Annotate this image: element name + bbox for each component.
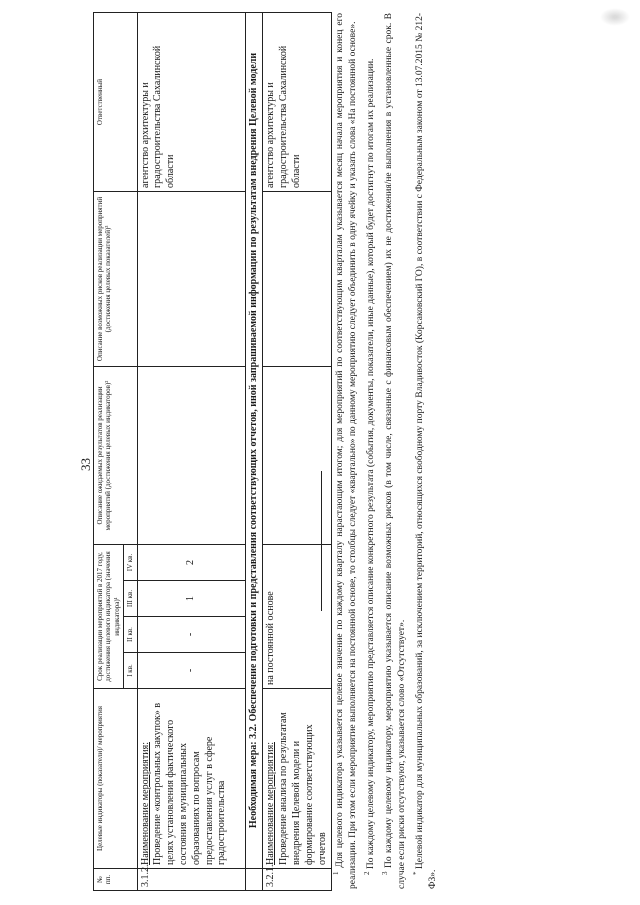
- header-q4: IV кв.: [124, 545, 137, 581]
- header-results: Описание ожидаемых результатов реализации мероприятий (достижения целевых индикаторов)²: [94, 367, 138, 545]
- activity-title: Наименование мероприятия:: [139, 742, 151, 865]
- header-indicator: Целевые индикаторы (показатели)/ мероприятия: [94, 689, 138, 869]
- row-q4: 2: [137, 545, 245, 581]
- header-term: Срок реализации мероприятий в 2017 году, достижения целевого индикатора (значения индикатора)¹: [94, 545, 124, 689]
- activity-title: Наименование мероприятия:: [265, 742, 277, 865]
- row-risks: [137, 192, 245, 367]
- row-activity: [137, 689, 245, 869]
- header-q1: I кв.: [124, 653, 137, 689]
- section-title: Необходимая мера: 3.2. Обеспечение подготовки и представления соответствующих отчетов, иной запрашиваемой информации по результатам внедрения Целевой модели: [245, 13, 263, 869]
- row-responsible: агентство архитектуры и градостроительства Сахалинской области: [137, 13, 245, 192]
- header-responsible: Ответственный: [94, 13, 138, 192]
- row-q3: 1: [137, 581, 245, 617]
- row-q2: -: [137, 617, 245, 653]
- row-activity: [263, 689, 332, 869]
- page-number: 33: [78, 458, 93, 471]
- row-term: на постоянной основе: [263, 545, 332, 689]
- row-results: [137, 367, 245, 545]
- header-risks: Описание возможных рисков реализации мероприятий (достижения целевых показателей)³: [94, 192, 138, 367]
- header-q2: II кв.: [124, 617, 137, 653]
- footnote-2: $^2$ По каждому целевому индикатору, мероприятию представляется описание конкретного результата (события, документы, показатели, иные данные), который будет достигнут по итогам их реализации.: [362, 58, 376, 875]
- section-row: [245, 13, 263, 891]
- header-q3: III кв.: [124, 581, 137, 617]
- activity-text: Проведение «контрольных закупок» в целях установления фактического состояния в муниципальных образованиях по вопросам предоставления услуг в сфере градостроительства: [152, 702, 228, 865]
- row-num: 3.1.2.: [137, 869, 245, 891]
- row-risks: [263, 192, 332, 367]
- footnote-1: $^1$ Для целевого индикатора указывается целевое значение по каждому кварталу нарастающим итогом; для мероприятий по соответствующим кварталам указывается месяц начала мероприятия и конец его реализации. При этом если мероприятие выполняется на постоянной основе, то столбцы следует «квартально» по данному мероприятию следует объединить в одну ячейку и указать слова «На постоянной основе».: [332, 12, 358, 889]
- row-q1: -: [137, 653, 245, 689]
- table-row: [263, 13, 332, 891]
- activity-text: Проведение анализа по результатам внедрения Целевой модели и формирование соответствующих отчетов: [278, 712, 328, 865]
- activities-table: [93, 12, 332, 891]
- footnote-4: * Целевой индикатор для муниципальных образований, за исключением территорий, относящихся свободному порту Владивосток (Корсаковский ГО), в соответствии с Федеральным законом от 13.07.2015 № 212-ФЗ».: [412, 13, 438, 889]
- header-row: [94, 13, 124, 891]
- header-num: № пп.: [94, 869, 138, 891]
- row-num: 3.2.1.: [263, 869, 332, 891]
- table-row: [137, 13, 245, 891]
- footnote-3: $^3$ По каждому целевому индикатору, мероприятию указывается описание возможных рисков (в том числе, связанные с финансовым обеспечением) их не достижения/не выполнения в установленные срок. В случае если риски отсутствуют, указывается слово «Отсутствует».: [381, 12, 407, 889]
- footnotes: [332, 13, 443, 889]
- row-responsible: агентство архитектуры и градостроительства Сахалинской области: [263, 13, 332, 192]
- footnote-separator: [321, 471, 322, 611]
